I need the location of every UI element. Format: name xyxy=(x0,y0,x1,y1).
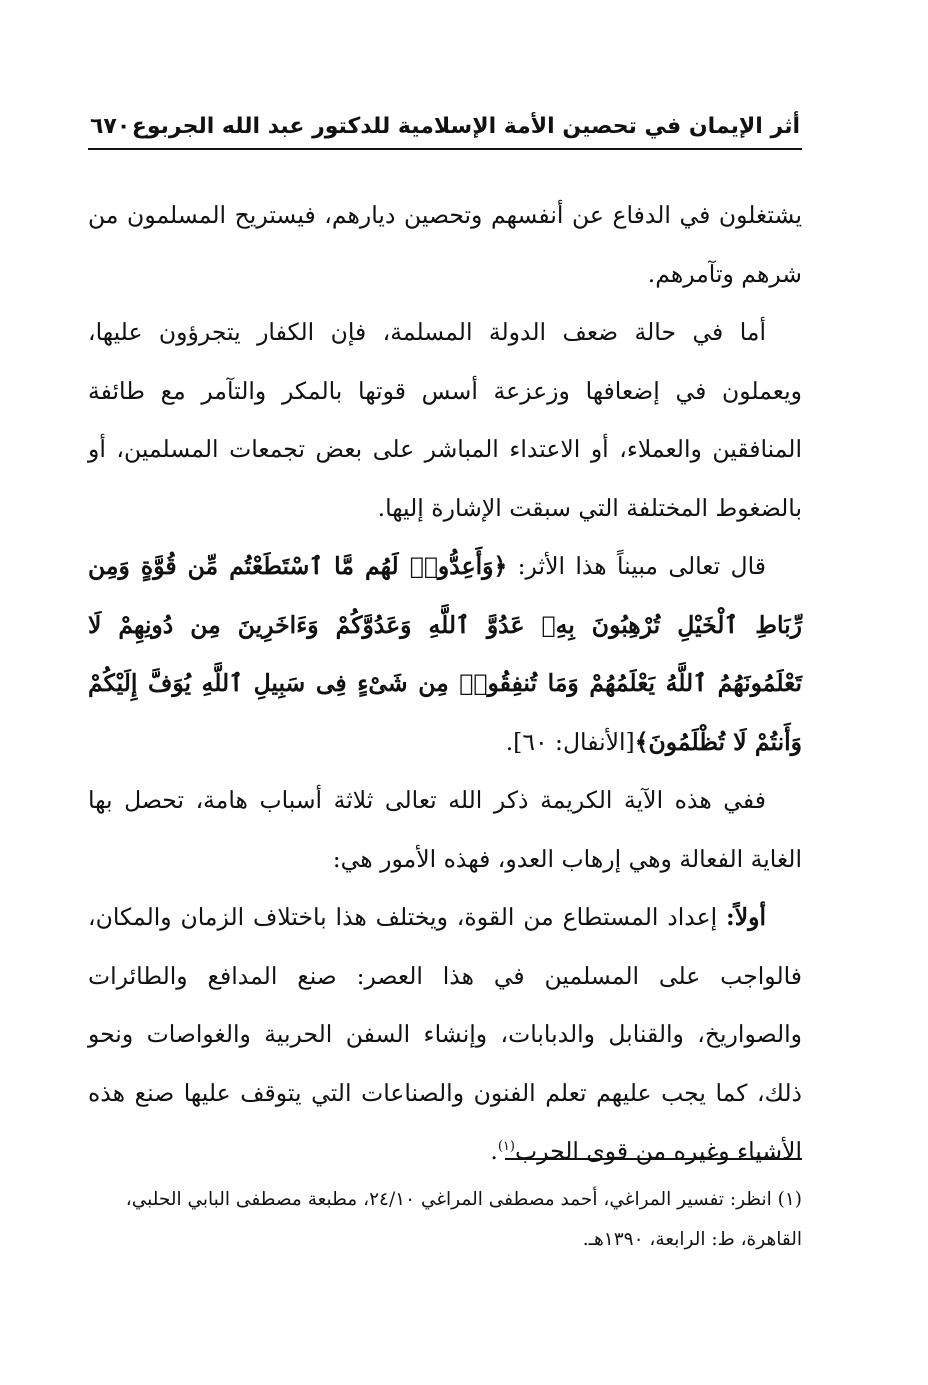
page-number: ٦٧٠ xyxy=(90,113,131,139)
paragraph-2: أما في حالة ضعف الدولة المسلمة، فإن الكفار يتجرؤون عليها، ويعملون في إضعافها وزعزعة أسس قوتها بالمكر والتآمر مع طائفة المنافقين والعملاء، أو الاعتداء المباشر على بعض تجمعات المسلمين، أو بالضغوط المختلفة التي سبقت الإشارة إليها. xyxy=(88,318,802,522)
paragraph-end: . xyxy=(490,1137,498,1165)
header-rule xyxy=(88,148,802,150)
main-text xyxy=(88,186,802,1181)
paragraph-1: يشتغلون في الدفاع عن أنفسهم وتحصين ديارهم، فيستريح المسلمون من شرهم وتآمرهم. xyxy=(88,201,802,288)
running-header xyxy=(90,104,800,148)
paragraph-3 xyxy=(88,537,802,771)
first-point-label: أولاً: xyxy=(726,903,766,931)
footnote-marker: (١) xyxy=(497,1139,515,1155)
verse-reference: [الأنفال: ٦٠]. xyxy=(505,727,635,756)
quran-verse: ﴿وَأَعِدُّوا۟ لَهُم مَّا ٱسْتَطَعْتُم مِّن قُوَّةٍ وَمِن رِّبَاطِ ٱلْخَيْلِ تُرْهِبُونَ بِهِۦ عَدُوَّ ٱللَّهِ وَعَدُوَّكُمْ وَءَاخَرِينَ مِن دُونِهِمْ لَا تَعْلَمُونَهُمُ ٱللَّهُ يَعْلَمُهُمْ وَمَا تُنفِقُوا۟ مِن شَىْءٍ فِى سَبِيلِ ٱللَّهِ يُوَفَّ إِلَيْكُمْ وَأَنتُمْ لَا تُظْلَمُونَ﴾ xyxy=(88,552,802,756)
paragraph-5 xyxy=(88,888,802,1181)
header-title: أثر الإيمان في تحصين الأمة الإسلامية للدكتور عبد الله الجربوع xyxy=(131,113,800,139)
footnote xyxy=(88,1180,802,1260)
footnote-line-2: القاهرة، ط: الرابعة، ١٣٩٠هـ. xyxy=(582,1229,802,1250)
first-point-text: إعداد المستطاع من القوة، ويختلف هذا باختلاف الزمان والمكان، فالواجب على المسلمين في هذا العصر: صنع المدافع والطائرات والصواريخ، والقنابل والدبابات، وإنشاء السفن الحربية والغواصات ونحو ذلك، كما يجب عليهم تعلم الفنون والصناعات التي يتوقف عليها صنع هذه الأشياء وغيره من قوى الحرب xyxy=(88,903,802,1165)
verse-intro: قال تعالى مبيناً هذا الأثر: xyxy=(507,552,766,580)
footnote-rule xyxy=(505,1158,802,1160)
footnote-line-1: (١) انظر: تفسير المراغي، أحمد مصطفى المراغي ٢٤/١٠، مطبعة مصطفى البابي الحلبي، xyxy=(125,1189,802,1210)
paragraph-4: ففي هذه الآية الكريمة ذكر الله تعالى ثلاثة أسباب هامة، تحصل بها الغاية الفعالة وهي إرهاب العدو، فهذه الأمور هي: xyxy=(88,786,802,873)
